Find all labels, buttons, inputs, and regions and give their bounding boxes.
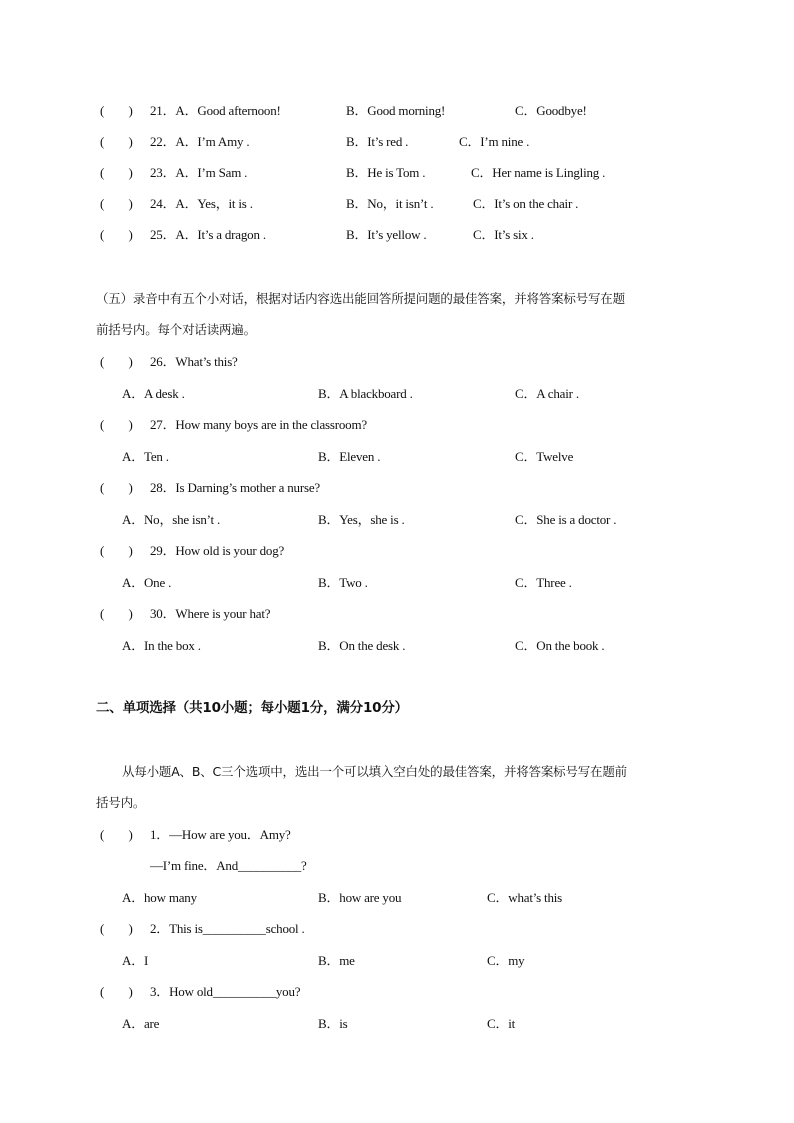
question-text: 28．Is Darning’s mother a nurse? xyxy=(150,480,320,495)
question-text: 26．What’s this? xyxy=(150,354,238,369)
question-option-a: 24．A．Yes，it is . xyxy=(150,196,253,211)
section-instructions-line1: 从每小题A、B、C三个选项中，选出一个可以填入空白处的最佳答案，并将答案标号写在题前 xyxy=(122,764,627,779)
question-text: 27．How many boys are in the classroom? xyxy=(150,417,367,432)
answer-parentheses: ( ) xyxy=(100,417,133,432)
answer-parentheses: ( ) xyxy=(100,543,133,558)
question-text: 1．—How are you．Amy? xyxy=(150,827,291,842)
option-b: B．how are you xyxy=(318,890,402,905)
option-b: B．Eleven . xyxy=(318,449,381,464)
option-b: B．Yes，she is . xyxy=(318,512,405,527)
option-a: A．No，she isn’t . xyxy=(122,512,221,527)
answer-parentheses: ( ) xyxy=(100,134,133,149)
option-a: A．A desk . xyxy=(122,386,185,401)
option-c: C．Twelve xyxy=(515,449,574,464)
question-option-c: C．It’s on the chair . xyxy=(473,196,579,211)
question-option-a: 25．A．It’s a dragon . xyxy=(150,227,266,242)
question-option-c: C．Goodbye! xyxy=(515,103,587,118)
question-option-c: C．Her name is Lingling . xyxy=(471,165,606,180)
option-c: C．it xyxy=(487,1016,516,1031)
section-heading: 二、单项选择（共10小题；每小题1分，满分10分） xyxy=(96,700,408,716)
section-instructions-line2: 括号内。 xyxy=(96,795,146,810)
question-text: 3．How old__________you? xyxy=(150,984,301,999)
answer-parentheses: ( ) xyxy=(100,984,133,999)
answer-parentheses: ( ) xyxy=(100,227,133,242)
option-c: C．my xyxy=(487,953,525,968)
answer-parentheses: ( ) xyxy=(100,354,133,369)
question-option-a: 22．A．I’m Amy . xyxy=(150,134,250,149)
question-option-b: B．No，it isn’t . xyxy=(346,196,434,211)
question-option-a: 23．A．I’m Sam . xyxy=(150,165,248,180)
question-text-line2: —I’m fine．And__________? xyxy=(150,858,307,873)
answer-parentheses: ( ) xyxy=(100,827,133,842)
answer-parentheses: ( ) xyxy=(100,921,133,936)
option-a: A．Ten . xyxy=(122,449,169,464)
answer-parentheses: ( ) xyxy=(100,165,133,180)
question-option-c: C．It’s six . xyxy=(473,227,534,242)
option-a: A．I xyxy=(122,953,149,968)
question-option-b: B．He is Tom . xyxy=(346,165,426,180)
option-c: C．A chair . xyxy=(515,386,579,401)
answer-parentheses: ( ) xyxy=(100,103,133,118)
question-text: 2．This is__________school . xyxy=(150,921,305,936)
option-a: A．In the box . xyxy=(122,638,201,653)
option-a: A．are xyxy=(122,1016,160,1031)
answer-parentheses: ( ) xyxy=(100,480,133,495)
question-text: 30．Where is your hat? xyxy=(150,606,271,621)
option-c: C．Three . xyxy=(515,575,572,590)
option-b: B．is xyxy=(318,1016,348,1031)
option-b: B．A blackboard . xyxy=(318,386,413,401)
question-option-b: B．Good morning! xyxy=(346,103,446,118)
question-option-b: B．It’s yellow . xyxy=(346,227,427,242)
question-option-b: B．It’s red . xyxy=(346,134,409,149)
question-option-c: C．I’m nine . xyxy=(459,134,530,149)
option-c: C．She is a doctor . xyxy=(515,512,617,527)
option-a: A．how many xyxy=(122,890,197,905)
option-b: B．me xyxy=(318,953,355,968)
option-b: B．Two . xyxy=(318,575,368,590)
section-instructions-line2: 前括号内。每个对话读两遍。 xyxy=(96,322,256,337)
question-option-a: 21．A．Good afternoon! xyxy=(150,103,281,118)
section-instructions-line1: （五）录音中有五个小对话，根据对话内容选出能回答所提问题的最佳答案，并将答案标号写在题 xyxy=(96,291,625,306)
option-c: C．On the book . xyxy=(515,638,605,653)
answer-parentheses: ( ) xyxy=(100,196,133,211)
answer-parentheses: ( ) xyxy=(100,606,133,621)
question-text: 29．How old is your dog? xyxy=(150,543,285,558)
option-b: B．On the desk . xyxy=(318,638,406,653)
option-a: A．One . xyxy=(122,575,172,590)
option-c: C．what’s this xyxy=(487,890,563,905)
